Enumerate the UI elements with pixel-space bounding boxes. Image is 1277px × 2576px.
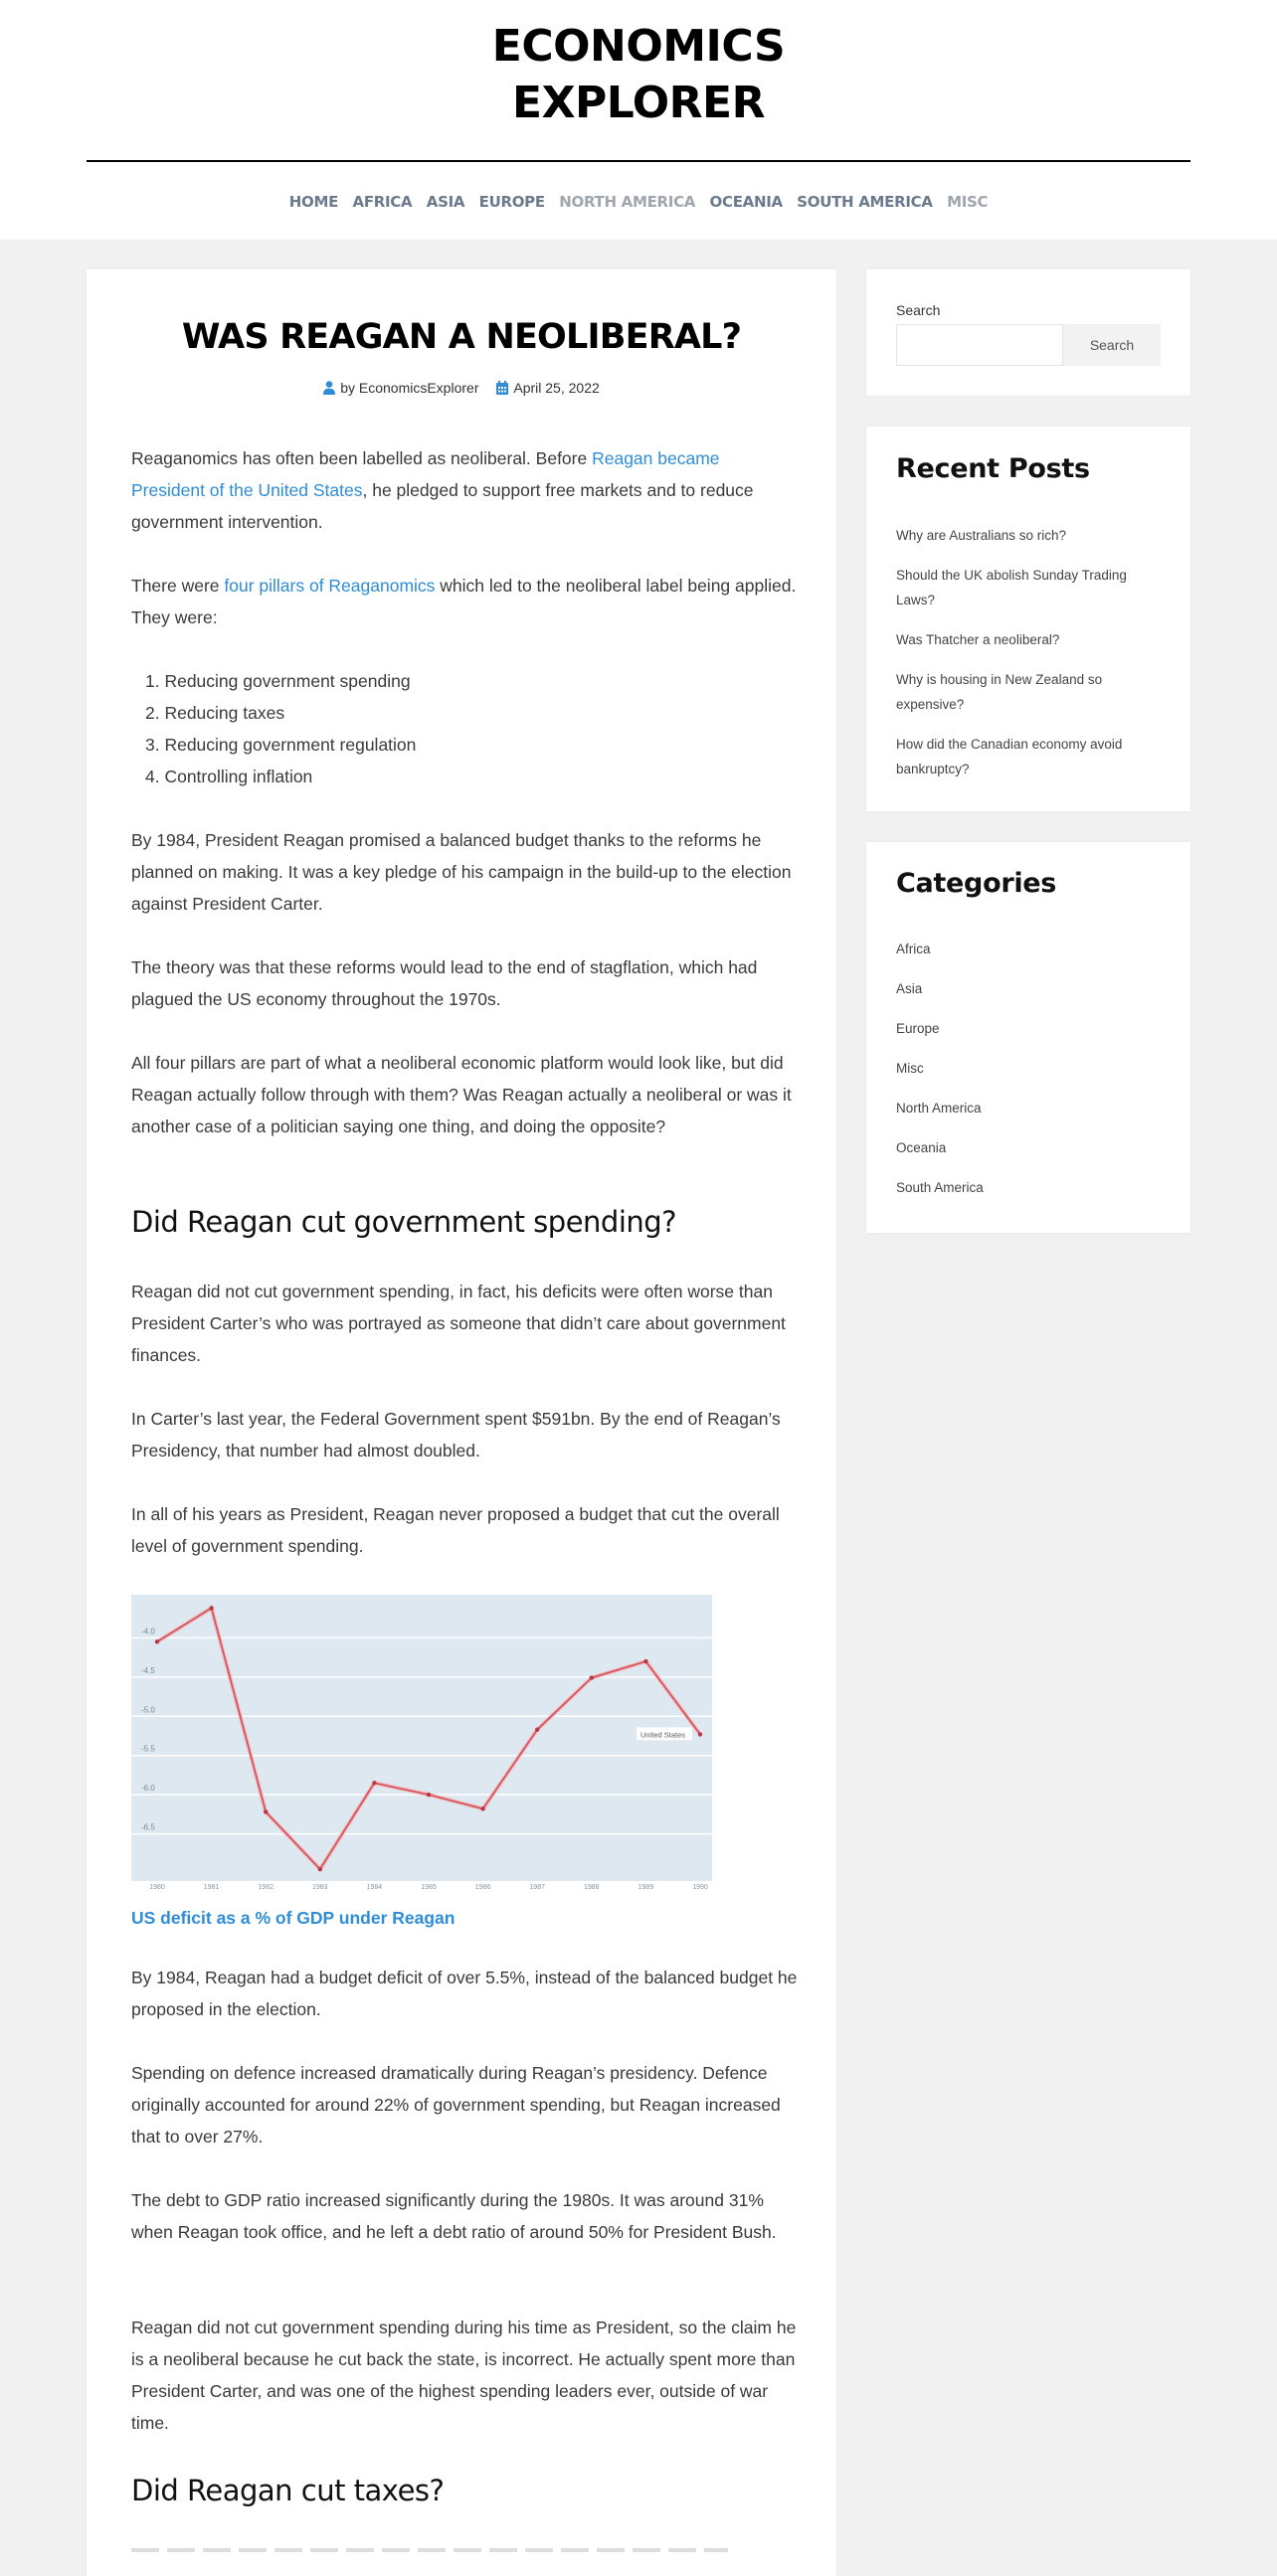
data-point xyxy=(698,1732,702,1736)
x-tick-label: 1988 xyxy=(584,1884,600,1891)
x-tick-label: 1980 xyxy=(149,1884,165,1891)
site-header xyxy=(0,0,1277,240)
y-tick-label: -6.0 xyxy=(141,1784,155,1794)
data-point xyxy=(427,1793,431,1797)
four-pillars-link[interactable]: four pillars of Reaganomics xyxy=(224,576,436,596)
data-point xyxy=(643,1659,647,1663)
nav-north-america[interactable]: NORTH AMERICA xyxy=(559,193,696,211)
list-item xyxy=(896,563,1165,612)
recent-post-link[interactable]: Was Thatcher a neoliberal? xyxy=(896,632,1060,647)
paragraph: All four pillars are part of what a neoliberal economic platform would look like, but did Reagan actually follow through with them? Was Reagan actually a neoliberal or was it another case of a politician saying one thing, and doing the opposite? xyxy=(131,1053,792,1136)
recent-post-link[interactable]: How did the Canadian economy avoid bankruptcy? xyxy=(896,737,1123,776)
data-point xyxy=(264,1809,268,1813)
search-label: Search xyxy=(896,302,941,318)
heading-taxes: Did Reagan cut taxes? xyxy=(131,2474,445,2507)
recent-post-link[interactable]: Why are Australians so rich? xyxy=(896,528,1067,543)
paragraph: By 1984, President Reagan promised a balanced budget thanks to the reforms he planned on making. It was a key pledge of his campaign in the build-up to the election against President Carter. xyxy=(131,830,792,914)
clipped-paragraph xyxy=(131,2546,798,2552)
x-tick-label: 1982 xyxy=(258,1884,274,1891)
list-item xyxy=(896,732,1155,781)
calendar-icon xyxy=(496,381,508,395)
x-tick-label: 1989 xyxy=(638,1884,654,1891)
list-item xyxy=(896,1135,1165,1160)
x-tick-label: 1984 xyxy=(366,1884,383,1891)
search-input[interactable] xyxy=(896,324,1063,366)
x-tick-label: 1986 xyxy=(474,1884,491,1891)
nav-home[interactable]: HOME xyxy=(288,193,339,211)
recent-posts-list xyxy=(896,523,1165,781)
x-tick-label: 1990 xyxy=(692,1884,708,1891)
article-card xyxy=(87,269,836,2576)
user-icon xyxy=(323,381,335,395)
paragraph: Reagan did not cut government spending, in fact, his deficits were often worse than President Carter’s who was portrayed as someone that didn’t care about government finances. xyxy=(131,1282,786,1365)
list-item: 4. Controlling inflation xyxy=(145,767,313,786)
pillars-list xyxy=(131,665,798,792)
categories-widget xyxy=(866,842,1190,1233)
categories-title: Categories xyxy=(896,868,1057,899)
list-item xyxy=(896,937,1165,961)
post-title: WAS REAGAN A NEOLIBERAL? xyxy=(181,317,742,357)
nav-africa[interactable]: AFRICA xyxy=(352,193,413,211)
data-point xyxy=(318,1867,322,1871)
data-point xyxy=(535,1727,539,1731)
deficit-chart xyxy=(131,1595,712,1891)
post-date xyxy=(496,380,599,396)
list-item xyxy=(896,523,1165,548)
text: which led to the neoliberal label being applied. They were: xyxy=(131,576,797,627)
list-item: 3. Reducing government regulation xyxy=(145,735,417,755)
paragraph: The debt to GDP ratio increased significantly during the 1980s. It was around 31% when Reagan took office, and he left a debt ratio of around 50% for President Bush. xyxy=(131,2190,777,2242)
heading-spending: Did Reagan cut government spending? xyxy=(131,1205,677,1239)
chart-caption: US deficit as a % of GDP under Reagan xyxy=(131,1908,456,1928)
category-link-europe[interactable]: Europe xyxy=(896,1021,940,1036)
list-item xyxy=(896,1056,1165,1081)
paragraph: Spending on defence increased dramatically during Reagan’s presidency. Defence originally accounted for around 22% of government spending, but Reagan increased that to over 27%. xyxy=(131,2063,781,2147)
category-link-south-america[interactable]: South America xyxy=(896,1180,984,1195)
search-button[interactable]: Search xyxy=(1063,324,1161,366)
categories-list xyxy=(896,937,1165,1200)
y-tick-label: -5.5 xyxy=(141,1744,155,1754)
reagan-president-link[interactable]: Reagan became President of the United States xyxy=(131,448,720,500)
search-widget xyxy=(866,269,1190,396)
series-halo xyxy=(157,1608,700,1869)
deficit-line-chart xyxy=(131,1595,712,1893)
author-name[interactable]: by EconomicsExplorer xyxy=(340,380,479,396)
date-text: April 25, 2022 xyxy=(513,380,600,396)
site-title[interactable] xyxy=(0,18,1277,131)
category-link-africa[interactable]: Africa xyxy=(896,942,931,956)
nav-europe[interactable]: EUROPE xyxy=(478,193,545,211)
list-item xyxy=(896,976,1165,1001)
recent-posts-title: Recent Posts xyxy=(896,453,1090,484)
post-meta xyxy=(87,380,836,398)
data-point xyxy=(372,1781,376,1785)
y-tick-label: -4.0 xyxy=(141,1627,155,1636)
recent-post-link[interactable]: Should the UK abolish Sunday Trading Laws? xyxy=(896,568,1127,607)
x-tick-label: 1981 xyxy=(203,1884,220,1891)
text: Reaganomics has often been labelled as neoliberal. Before xyxy=(131,448,593,468)
category-link-asia[interactable]: Asia xyxy=(896,981,923,996)
post-author[interactable] xyxy=(323,380,478,396)
nav-south-america[interactable]: SOUTH AMERICA xyxy=(797,193,933,211)
list-item xyxy=(896,1096,1165,1120)
paragraph: In all of his years as President, Reagan never proposed a budget that cut the overall level of government spending. xyxy=(131,1504,780,1556)
list-item xyxy=(896,1175,1165,1200)
text: There were xyxy=(131,576,225,596)
series-line xyxy=(157,1608,700,1869)
x-tick-label: 1987 xyxy=(529,1884,545,1891)
list-item xyxy=(896,627,1165,652)
paragraph: The theory was that these reforms would lead to the end of stagflation, which had plagued the US economy throughout the 1970s. xyxy=(131,957,758,1009)
data-point xyxy=(209,1606,213,1610)
data-point xyxy=(590,1675,594,1679)
series-label: United States xyxy=(640,1730,686,1740)
header-divider xyxy=(87,160,1190,162)
text: , he pledged to support free markets and to reduce government intervention. xyxy=(131,480,754,532)
site-title-line2[interactable]: EXPLORER xyxy=(512,78,765,128)
list-item: 2. Reducing taxes xyxy=(145,703,285,723)
y-tick-label: -6.5 xyxy=(141,1822,155,1832)
recent-posts-widget xyxy=(866,427,1190,811)
list-item xyxy=(896,667,1115,717)
site-title-line1[interactable]: ECONOMICS xyxy=(491,21,786,72)
list-item: 1. Reducing government spending xyxy=(145,671,411,691)
paragraph: In Carter’s last year, the Federal Government spent $591bn. By the end of Reagan’s Presidency, that number had almost doubled. xyxy=(131,1409,781,1460)
pillars-intro xyxy=(131,570,798,633)
y-tick-label: -4.5 xyxy=(141,1665,155,1675)
category-link-north-america[interactable]: North America xyxy=(896,1101,982,1116)
nav-oceania[interactable]: OCEANIA xyxy=(709,193,783,211)
y-tick-label: -5.0 xyxy=(141,1705,155,1715)
main-nav xyxy=(0,193,1277,212)
paragraph: Reagan did not cut government spending during his time as President, so the claim he is a neoliberal because he cut back the state, is incorrect. He actually spent more than President Carter, and was one of the highest spending leaders ever, outside of war time. xyxy=(131,2318,797,2433)
intro-paragraph xyxy=(131,442,798,538)
nav-asia[interactable]: ASIA xyxy=(426,193,465,211)
category-link-oceania[interactable]: Oceania xyxy=(896,1140,947,1155)
recent-post-link[interactable]: Why is housing in New Zealand so expensive? xyxy=(896,672,1103,712)
list-item xyxy=(896,1016,1165,1041)
data-point xyxy=(155,1639,159,1643)
nav-misc[interactable]: MISC xyxy=(947,193,989,211)
data-point xyxy=(480,1806,484,1810)
x-tick-label: 1985 xyxy=(421,1884,437,1891)
paragraph: By 1984, Reagan had a budget deficit of over 5.5%, instead of the balanced budget he proposed in the election. xyxy=(131,1968,798,2019)
x-tick-label: 1983 xyxy=(312,1884,328,1891)
category-link-misc[interactable]: Misc xyxy=(896,1061,924,1076)
